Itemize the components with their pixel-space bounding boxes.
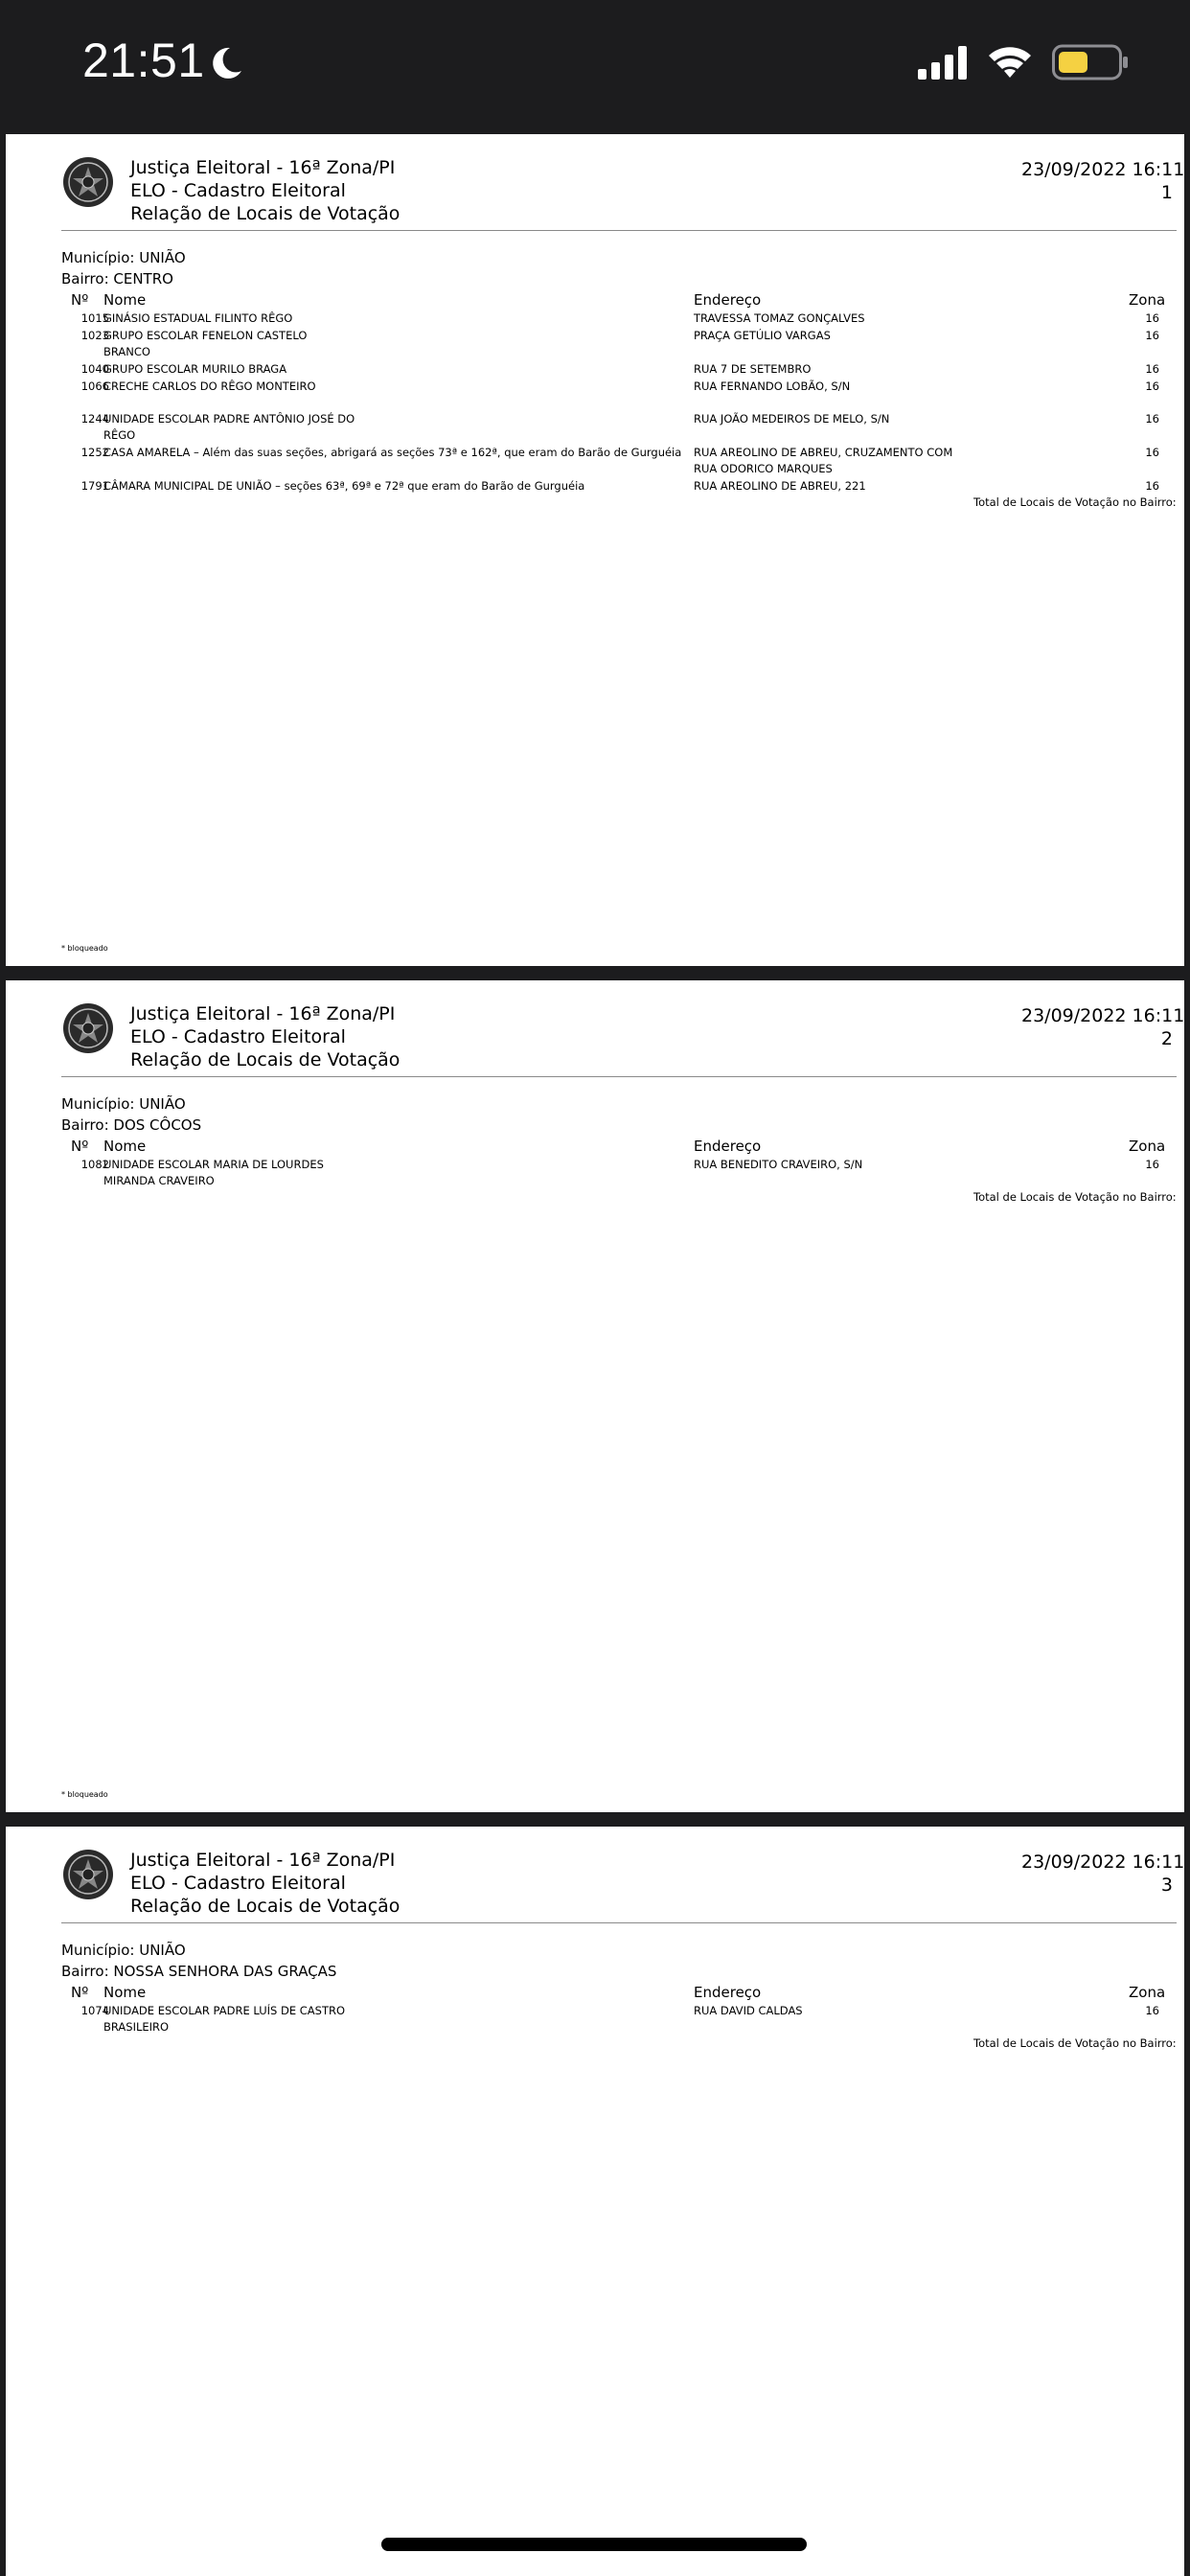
footnote: * bloqueado xyxy=(61,944,108,953)
row-zona: 16 xyxy=(1145,1158,1159,1171)
document-page-3 xyxy=(6,1827,1184,2576)
row-nome xyxy=(103,361,698,378)
header-system: ELO - Cadastro Eleitoral xyxy=(130,180,346,201)
column-header-zona: Zona xyxy=(1129,1984,1166,2001)
row-zona: 16 xyxy=(1145,479,1159,493)
header-divider xyxy=(61,230,1177,231)
row-nome xyxy=(103,411,698,444)
moon-icon xyxy=(207,44,245,82)
row-nome-line1: UNIDADE ESCOLAR MARIA DE LOURDES xyxy=(103,1158,324,1171)
row-endereco xyxy=(694,411,972,427)
municipio-label: Município: UNIÃO xyxy=(61,249,186,266)
header-institution: Justiça Eleitoral - 16ª Zona/PI xyxy=(130,157,396,178)
row-endereco-line1: RUA BENEDITO CRAVEIRO, S/N xyxy=(694,1158,863,1171)
column-header-endereco: Endereço xyxy=(694,1138,762,1155)
row-nome xyxy=(103,445,698,461)
row-nome xyxy=(103,379,698,395)
bairro-label: Bairro: CENTRO xyxy=(61,270,173,288)
row-nome-line1: CRECHE CARLOS DO RÊGO MONTEIRO xyxy=(103,380,316,393)
row-endereco-line1: RUA AREOLINO DE ABREU, 221 xyxy=(694,479,866,493)
bairro-label: Bairro: NOSSA SENHORA DAS GRAÇAS xyxy=(61,1963,337,1980)
coat-of-arms-seal xyxy=(61,1001,115,1055)
header-divider xyxy=(61,1922,1177,1923)
document-page-2 xyxy=(6,980,1184,1812)
column-header-nome: Nome xyxy=(103,1138,147,1155)
row-zona: 16 xyxy=(1145,446,1159,459)
column-header-num: Nº xyxy=(71,291,89,309)
row-num: 1015 xyxy=(80,311,109,325)
header-institution: Justiça Eleitoral - 16ª Zona/PI xyxy=(130,1850,396,1871)
column-header-num: Nº xyxy=(71,1984,89,2001)
row-endereco-line1: RUA JOÃO MEDEIROS DE MELO, S/N xyxy=(694,412,890,426)
row-endereco xyxy=(694,328,972,344)
wifi-icon xyxy=(987,44,1033,80)
row-zona: 16 xyxy=(1145,412,1159,426)
header-report-title: Relação de Locais de Votação xyxy=(130,1896,400,1917)
row-nome-line1: GINÁSIO ESTADUAL FILINTO RÊGO xyxy=(103,311,293,325)
footnote: * bloqueado xyxy=(61,1790,108,1799)
header-page-number: 1 xyxy=(1160,182,1173,203)
column-header-endereco: Endereço xyxy=(694,1984,762,2001)
column-header-zona: Zona xyxy=(1129,1138,1166,1155)
municipio-label: Município: UNIÃO xyxy=(61,1942,186,1959)
header-date: 23/09/2022 16:11 xyxy=(1021,1005,1184,1026)
header-report-title: Relação de Locais de Votação xyxy=(130,203,400,224)
document-page-1 xyxy=(6,134,1184,966)
bairro-total-label: Total de Locais de Votação no Bairro: xyxy=(973,1190,1177,1204)
row-endereco-line1: RUA AREOLINO DE ABREU, CRUZAMENTO xyxy=(694,446,924,459)
row-nome-line1: GRUPO ESCOLAR FENELON CASTELO xyxy=(103,329,308,342)
header-date: 23/09/2022 16:11 xyxy=(1021,1852,1184,1873)
row-nome-line2: RÊGO xyxy=(103,428,136,442)
row-endereco xyxy=(694,445,972,477)
coat-of-arms-seal xyxy=(61,155,115,209)
row-nome-line2: MIRANDA CRAVEIRO xyxy=(103,1174,215,1187)
row-num: 1082 xyxy=(80,1158,109,1171)
header-system: ELO - Cadastro Eleitoral xyxy=(130,1873,346,1894)
home-indicator[interactable] xyxy=(381,2538,807,2551)
coat-of-arms-seal xyxy=(61,1848,115,1901)
row-endereco xyxy=(694,1157,972,1173)
row-nome xyxy=(103,1157,698,1189)
column-header-nome: Nome xyxy=(103,1984,147,2001)
header-divider xyxy=(61,1076,1177,1077)
row-zona: 16 xyxy=(1145,311,1159,325)
column-header-nome: Nome xyxy=(103,291,147,309)
row-endereco xyxy=(694,361,972,378)
row-zona: 16 xyxy=(1145,362,1159,376)
row-zona: 16 xyxy=(1145,329,1159,342)
row-nome xyxy=(103,328,698,360)
row-num: 1244 xyxy=(80,412,109,426)
header-system: ELO - Cadastro Eleitoral xyxy=(130,1026,346,1047)
row-endereco-line1: RUA DAVID CALDAS xyxy=(694,2004,803,2017)
row-nome-line1: CÂMARA MUNICIPAL DE UNIÃO – seções 63ª, 69ª e 72ª que eram do Barão de Gurguéia xyxy=(103,479,585,493)
row-nome-line2: BRASILEIRO xyxy=(103,2020,170,2034)
header-page-number: 3 xyxy=(1160,1874,1173,1896)
row-endereco-line1: RUA 7 DE SETEMBRO xyxy=(694,362,812,376)
status-bar xyxy=(0,0,1190,132)
row-nome xyxy=(103,478,698,494)
municipio-label: Município: UNIÃO xyxy=(61,1095,186,1113)
column-header-endereco: Endereço xyxy=(694,291,762,309)
row-nome-line2: BRANCO xyxy=(103,345,150,358)
row-nome xyxy=(103,310,698,327)
row-num: 1023 xyxy=(80,329,109,342)
header-report-title: Relação de Locais de Votação xyxy=(130,1049,400,1070)
row-endereco-line2: COM RUA ODORICO MARQUES xyxy=(694,446,953,475)
row-endereco-line1: PRAÇA GETÚLIO VARGAS xyxy=(694,329,831,342)
row-nome xyxy=(103,2003,698,2036)
header-date: 23/09/2022 16:11 xyxy=(1021,159,1184,180)
row-nome-line1: CASA AMARELA – Além das suas seções, abrigará as seções 73ª e 162ª, que eram do Barão de Gurguéia xyxy=(103,446,682,459)
row-nome-line1: UNIDADE ESCOLAR PADRE ANTÔNIO JOSÉ DO xyxy=(103,412,355,426)
bairro-label: Bairro: DOS CÔCOS xyxy=(61,1116,202,1134)
cellular-signal-icon xyxy=(916,44,970,80)
header-page-number: 2 xyxy=(1160,1028,1173,1049)
row-endereco-line1: RUA FERNANDO LOBÃO, S/N xyxy=(694,380,851,393)
row-zona: 16 xyxy=(1145,380,1159,393)
clock: 21:51 xyxy=(82,34,205,87)
row-zona: 16 xyxy=(1145,2004,1159,2017)
row-num: 1252 xyxy=(80,446,109,459)
bairro-total-label: Total de Locais de Votação no Bairro: xyxy=(973,495,1177,509)
column-header-num: Nº xyxy=(71,1138,89,1155)
row-endereco xyxy=(694,478,972,494)
bairro-total-label: Total de Locais de Votação no Bairro: xyxy=(973,2036,1177,2050)
row-nome-line1: GRUPO ESCOLAR MURILO BRAGA xyxy=(103,362,287,376)
row-endereco xyxy=(694,310,972,327)
row-endereco-line1: TRAVESSA TOMAZ GONÇALVES xyxy=(694,311,865,325)
row-num: 1040 xyxy=(80,362,109,376)
row-num: 1066 xyxy=(80,380,109,393)
battery-icon xyxy=(1052,44,1129,80)
row-endereco xyxy=(694,2003,972,2019)
row-num: 1074 xyxy=(80,2004,109,2017)
header-institution: Justiça Eleitoral - 16ª Zona/PI xyxy=(130,1003,396,1024)
row-endereco xyxy=(694,379,972,395)
column-header-zona: Zona xyxy=(1129,291,1166,309)
row-nome-line1: UNIDADE ESCOLAR PADRE LUÍS DE CASTRO xyxy=(103,2004,346,2017)
row-num: 1791 xyxy=(80,479,109,493)
